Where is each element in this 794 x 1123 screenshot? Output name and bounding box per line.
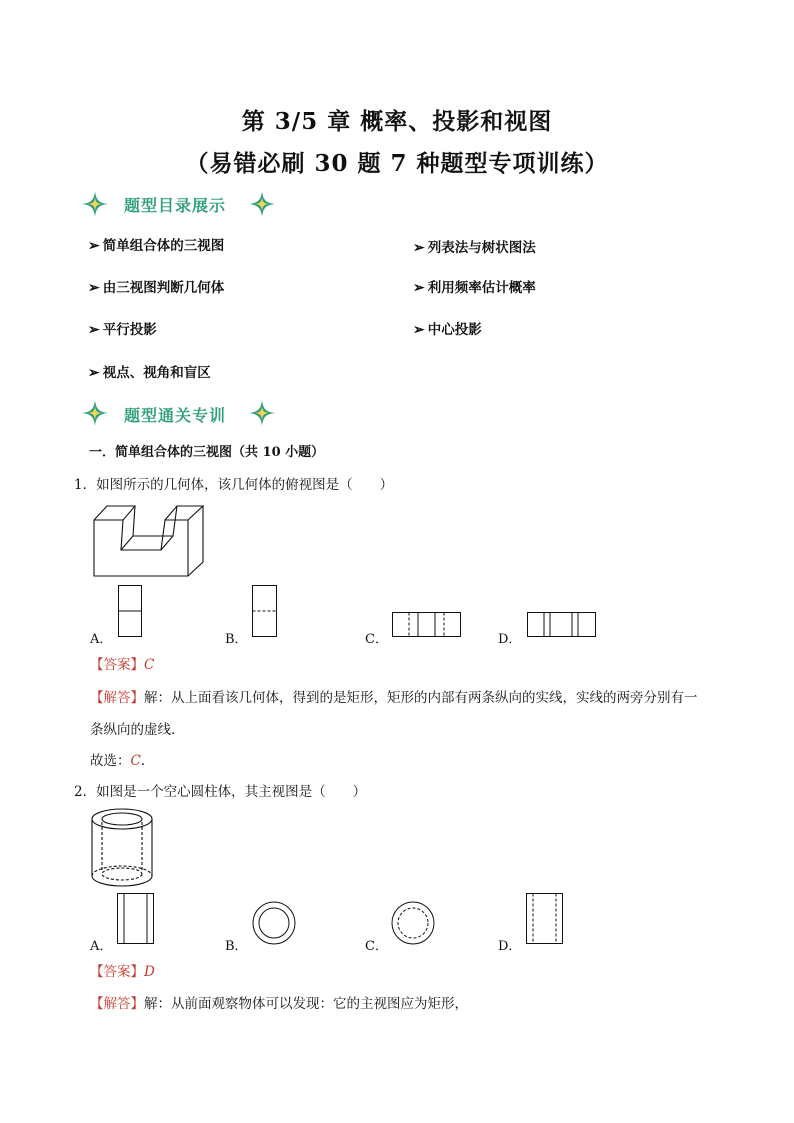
catalog-section-heading: 题型目录展示	[124, 196, 227, 215]
q1-answer	[90, 653, 154, 673]
catalog-item[interactable]: ➢ 列表法与树状图法	[413, 240, 536, 256]
arrow-right-icon: ➢	[88, 322, 100, 338]
q1-option-c-figure[interactable]	[392, 612, 462, 638]
q1-solid-figure	[93, 504, 205, 578]
explanation-tag: 【解答】	[90, 996, 144, 1012]
q2-hollow-cylinder-figure	[90, 808, 154, 888]
q1-option-a-label: A．	[90, 632, 113, 647]
q1-explanation-line-1	[90, 686, 698, 706]
document-title-line-1: 第 3/5 章 概率、投影和视图	[241, 108, 553, 135]
answer-tag: 【答案】	[90, 964, 144, 980]
q1-option-b-label: B．	[225, 632, 248, 647]
arrow-right-icon: ➢	[413, 240, 425, 256]
catalog-item[interactable]: ➢ 简单组合体的三视图	[88, 238, 225, 254]
sparkle-icon	[80, 189, 110, 219]
catalog-item[interactable]: ➢ 利用频率估计概率	[413, 280, 536, 296]
q1-option-c-label: C．	[365, 632, 388, 647]
catalog-item[interactable]: ➢ 中心投影	[413, 322, 482, 338]
q1-option-d-label: D．	[498, 632, 522, 647]
question-1-stem: 1．如图所示的几何体，该几何体的俯视图是（ ）	[74, 477, 394, 493]
q1-option-b-figure[interactable]	[252, 585, 277, 637]
sparkle-icon	[247, 398, 277, 428]
q1-option-a-figure[interactable]	[118, 585, 142, 637]
answer-value: D	[144, 964, 155, 980]
arrow-right-icon: ➢	[88, 280, 100, 296]
conclusion-value: C	[130, 753, 141, 769]
arrow-right-icon: ➢	[413, 280, 425, 296]
sparkle-icon	[80, 398, 110, 428]
explanation-tag: 【解答】	[90, 690, 144, 706]
q2-option-b-label: B．	[225, 939, 248, 954]
answer-value: C	[144, 657, 155, 673]
arrow-right-icon: ➢	[88, 238, 100, 254]
q2-answer	[90, 960, 155, 980]
q2-option-a-label: A．	[90, 939, 113, 954]
q1-conclusion: 故选：C．	[90, 753, 155, 769]
catalog-item[interactable]: ➢ 由三视图判断几何体	[88, 280, 225, 296]
document-title-line-2: （易错必刷 30 题 7 种题型专项训练）	[185, 150, 609, 177]
explanation-text: 解：从上面看该几何体，得到的是矩形，矩形的内部有两条纵向的实线，实线的两旁分别有一	[144, 690, 698, 706]
catalog-item[interactable]: ➢ 平行投影	[88, 322, 157, 338]
q1-option-d-figure[interactable]	[527, 612, 597, 638]
answer-tag: 【答案】	[90, 657, 144, 673]
q2-option-a-figure[interactable]	[117, 893, 155, 945]
catalog-item[interactable]: ➢ 视点、视角和盲区	[88, 365, 211, 381]
q2-option-c-figure[interactable]	[391, 901, 435, 945]
sparkle-icon	[247, 189, 277, 219]
q2-option-b-figure[interactable]	[252, 901, 296, 945]
q2-option-d-figure[interactable]	[526, 893, 564, 945]
q2-option-d-label: D．	[498, 939, 522, 954]
arrow-right-icon: ➢	[88, 365, 100, 381]
q1-explanation-line-2: 条纵向的虚线．	[90, 722, 185, 738]
part-heading: 一．简单组合体的三视图（共 10 小题）	[89, 445, 325, 460]
q2-option-c-label: C．	[365, 939, 388, 954]
explanation-text: 解：从前面观察物体可以发现：它的主视图应为矩形，	[144, 996, 468, 1012]
q2-explanation-line-1	[90, 992, 468, 1012]
arrow-right-icon: ➢	[413, 322, 425, 338]
question-2-stem: 2．如图是一个空心圆柱体，其主视图是（ ）	[74, 784, 367, 800]
practice-section-heading: 题型通关专训	[124, 406, 227, 425]
